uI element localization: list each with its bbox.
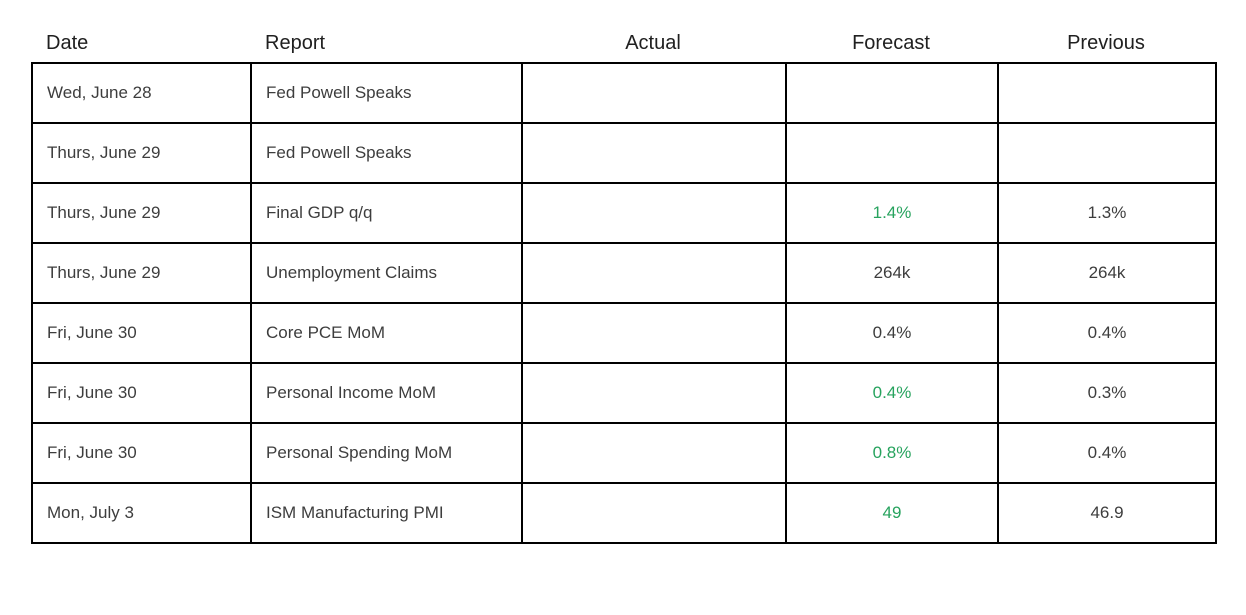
previous-cell: 0.4% [998,303,1216,363]
previous-cell [998,63,1216,123]
table-row [32,183,1216,243]
column-header-forecast: Forecast [852,32,930,54]
table-row [32,483,1216,543]
table-row [32,423,1216,483]
date-cell: Fri, June 30 [32,423,251,483]
date-cell: Fri, June 30 [32,363,251,423]
report-cell: Personal Spending MoM [251,423,522,483]
previous-cell: 264k [998,243,1216,303]
previous-cell: 1.3% [998,183,1216,243]
report-cell: ISM Manufacturing PMI [251,483,522,543]
forecast-cell: 1.4% [786,183,998,243]
date-cell: Thurs, June 29 [32,123,251,183]
table-header-row [31,0,1215,62]
report-cell: Fed Powell Speaks [251,63,522,123]
actual-cell [522,243,786,303]
actual-cell [522,423,786,483]
previous-cell: 46.9 [998,483,1216,543]
previous-cell [998,123,1216,183]
column-header-date: Date [46,32,89,54]
forecast-cell: 0.4% [786,363,998,423]
column-header-report: Report [265,32,326,54]
actual-cell [522,63,786,123]
actual-cell [522,363,786,423]
forecast-cell [786,123,998,183]
forecast-cell: 0.8% [786,423,998,483]
column-header-previous: Previous [1067,32,1145,54]
date-cell: Fri, June 30 [32,303,251,363]
forecast-cell: 49 [786,483,998,543]
report-cell: Unemployment Claims [251,243,522,303]
table-row [32,303,1216,363]
table-row [32,63,1216,123]
forecast-cell: 0.4% [786,303,998,363]
previous-cell: 0.4% [998,423,1216,483]
report-cell: Personal Income MoM [251,363,522,423]
report-cell: Final GDP q/q [251,183,522,243]
calendar-grid [31,62,1217,544]
table-row [32,363,1216,423]
date-cell: Thurs, June 29 [32,183,251,243]
actual-cell [522,303,786,363]
date-cell: Mon, July 3 [32,483,251,543]
table-row [32,123,1216,183]
actual-cell [522,183,786,243]
table-row [32,243,1216,303]
actual-cell [522,123,786,183]
previous-cell: 0.3% [998,363,1216,423]
forecast-cell [786,63,998,123]
economic-calendar-table [31,0,1215,544]
report-cell: Fed Powell Speaks [251,123,522,183]
date-cell: Wed, June 28 [32,63,251,123]
date-cell: Thurs, June 29 [32,243,251,303]
report-cell: Core PCE MoM [251,303,522,363]
actual-cell [522,483,786,543]
column-header-actual: Actual [625,32,681,54]
forecast-cell: 264k [786,243,998,303]
